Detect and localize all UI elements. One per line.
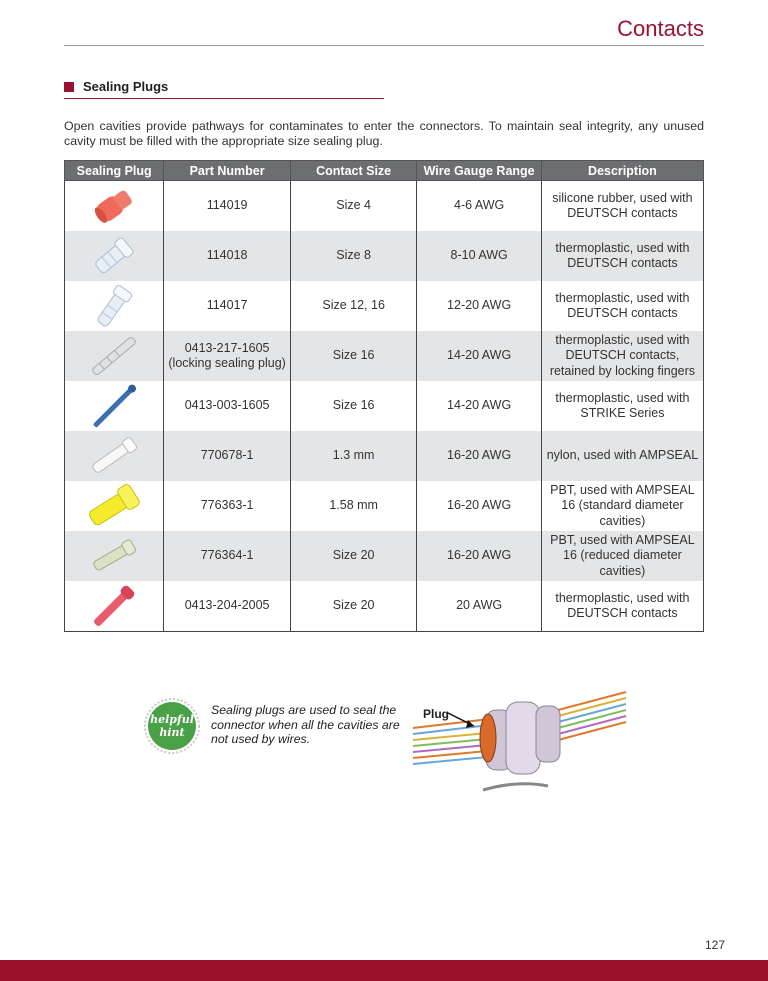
part-number-note: (locking sealing plug) — [168, 356, 286, 370]
plug-callout-label: Plug — [423, 707, 449, 721]
plug-image-cell — [65, 581, 164, 632]
white-plug-icon — [84, 233, 144, 279]
table-row — [65, 231, 704, 281]
table-row — [65, 581, 704, 632]
table-row — [65, 331, 704, 381]
section-divider — [64, 98, 384, 99]
wire-gauge-cell: 16-20 AWG — [417, 531, 541, 581]
contact-size-cell: Size 20 — [290, 581, 417, 632]
description-cell: thermoplastic, used with DEUTSCH contacts — [541, 281, 703, 331]
wire-gauge-cell: 12-20 AWG — [417, 281, 541, 331]
part-number-cell: 776364-1 — [164, 531, 291, 581]
page-header-title: Contacts — [617, 16, 704, 41]
clear-plug-icon — [84, 433, 144, 479]
part-number-cell: 114019 — [164, 181, 291, 232]
intro-paragraph: Open cavities provide pathways for contaminates to enter the connectors. To maintain seal integrity, any unused cavity must be filled with the appropriate size sealing plug. — [64, 119, 704, 148]
part-number-cell: 0413-204-2005 — [164, 581, 291, 632]
contact-size-cell: Size 4 — [290, 181, 417, 232]
wire-gauge-cell: 8-10 AWG — [417, 231, 541, 281]
column-header: Contact Size — [290, 161, 417, 181]
contact-size-cell: Size 16 — [290, 381, 417, 431]
part-number-cell: 776363-1 — [164, 481, 291, 531]
section-heading — [64, 79, 168, 94]
column-header: Part Number — [164, 161, 291, 181]
yellow-plug-icon — [84, 483, 144, 529]
part-number-cell: 770678-1 — [164, 431, 291, 481]
wire-gauge-cell: 14-20 AWG — [417, 381, 541, 431]
contact-size-cell: 1.58 mm — [290, 481, 417, 531]
description-cell: PBT, used with AMPSEAL 16 (standard diameter cavities) — [541, 481, 703, 531]
wire-gauge-cell: 16-20 AWG — [417, 481, 541, 531]
red-rubber-plug-icon — [84, 183, 144, 229]
table-header-row — [65, 161, 704, 181]
section-bullet-icon — [64, 82, 74, 92]
table-row — [65, 431, 704, 481]
helpful-hint-badge — [143, 697, 201, 755]
footer-bar — [0, 960, 768, 981]
wire-gauge-cell: 16-20 AWG — [417, 431, 541, 481]
hint-badge-line2: hint — [159, 726, 185, 739]
pink-plug-icon — [84, 583, 144, 629]
wire-gauge-cell: 20 AWG — [417, 581, 541, 632]
wire-gauge-cell: 4-6 AWG — [417, 181, 541, 232]
part-number-cell: 114018 — [164, 231, 291, 281]
table-row — [65, 381, 704, 431]
pale-green-plug-icon — [84, 533, 144, 579]
description-cell: thermoplastic, used with STRIKE Series — [541, 381, 703, 431]
part-number-cell — [164, 331, 291, 381]
plug-image-cell — [65, 431, 164, 481]
contact-size-cell: Size 20 — [290, 531, 417, 581]
column-header: Wire Gauge Range — [417, 161, 541, 181]
contact-size-cell: Size 8 — [290, 231, 417, 281]
table-row — [65, 481, 704, 531]
column-header: Description — [541, 161, 703, 181]
description-cell: nylon, used with AMPSEAL — [541, 431, 703, 481]
table-row — [65, 531, 704, 581]
plug-image-cell — [65, 181, 164, 232]
contact-size-cell: Size 16 — [290, 331, 417, 381]
part-number-cell: 114017 — [164, 281, 291, 331]
wire-gauge-cell: 14-20 AWG — [417, 331, 541, 381]
connector-illustration-icon — [408, 688, 630, 796]
white-plug-icon — [84, 283, 144, 329]
hint-text: Sealing plugs are used to seal the connector when all the cavities are not used by wires. — [211, 703, 400, 746]
plug-image-cell — [65, 281, 164, 331]
plug-image-cell — [65, 381, 164, 431]
section-title: Sealing Plugs — [83, 79, 169, 94]
description-cell: thermoplastic, used with DEUTSCH contacts — [541, 581, 703, 632]
plug-image-cell — [65, 531, 164, 581]
contact-size-cell: 1.3 mm — [290, 431, 417, 481]
description-cell: thermoplastic, used with DEUTSCH contacts, retained by locking fingers — [541, 331, 703, 381]
description-cell: thermoplastic, used with DEUTSCH contacts — [541, 231, 703, 281]
locking-plug-icon — [84, 333, 144, 379]
description-cell: PBT, used with AMPSEAL 16 (reduced diameter cavities) — [541, 531, 703, 581]
column-header: Sealing Plug — [65, 161, 164, 181]
table-row — [65, 281, 704, 331]
blue-plug-icon — [84, 383, 144, 429]
plug-image-cell — [65, 331, 164, 381]
sealing-plugs-table — [64, 160, 704, 632]
header-divider — [64, 45, 704, 46]
description-cell: silicone rubber, used with DEUTSCH contacts — [541, 181, 703, 232]
contact-size-cell: Size 12, 16 — [290, 281, 417, 331]
page-number: 127 — [704, 938, 725, 952]
plug-image-cell — [65, 231, 164, 281]
part-number-cell: 0413-003-1605 — [164, 381, 291, 431]
part-number: 0413-217-1605 — [184, 340, 270, 355]
hint-badge-line1: helpful — [150, 713, 194, 726]
plug-image-cell — [65, 481, 164, 531]
table-row — [65, 181, 704, 232]
